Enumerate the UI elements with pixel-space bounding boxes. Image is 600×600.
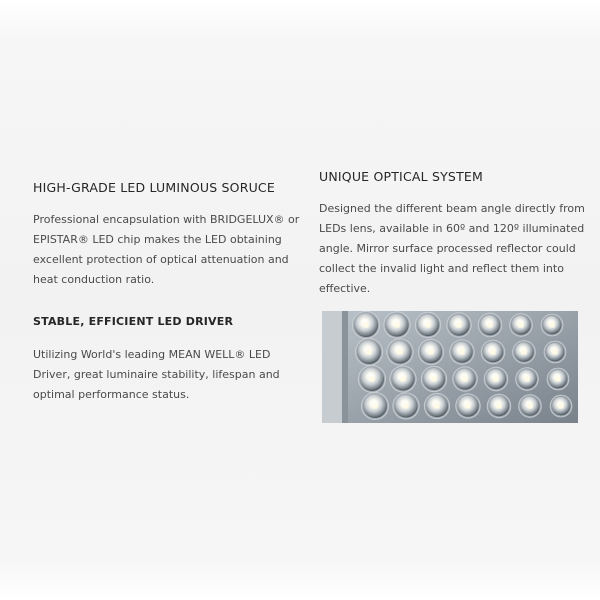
led-chip [463, 377, 468, 382]
led-chip [435, 404, 440, 409]
section-title-optical-system: UNIQUE OPTICAL SYSTEM [319, 169, 483, 184]
body-line: Utilizing World's leading MEAN WELL® LED [33, 348, 271, 361]
body-line: heat conduction ratio. [33, 273, 155, 286]
body-line: LEDs lens, available in 60º and 120º illuminated [319, 222, 585, 235]
body-line: Professional encapsulation with BRIDGELUX® or [33, 213, 300, 226]
led-chip [528, 404, 533, 409]
led-chip [494, 377, 499, 382]
led-chip [497, 404, 502, 409]
body-line: excellent protection of optical attenuation and [33, 253, 289, 266]
led-chip [519, 323, 524, 328]
body-line: Driver, great luminaire stability, lifespan and [33, 368, 280, 381]
section-body-optical-system [319, 199, 585, 299]
led-chip [553, 350, 558, 355]
led-chip [401, 377, 406, 382]
led-chip [556, 377, 561, 382]
led-chip [488, 323, 493, 328]
led-chip [522, 350, 527, 355]
led-chip [426, 323, 431, 328]
section-title-luminous-source: HIGH-GRADE LED LUMINOUS SORUCE [33, 180, 275, 195]
body-line: effective. [319, 282, 371, 295]
body-line: EPISTAR® LED chip makes the LED obtaining [33, 233, 282, 246]
section-body-led-driver [33, 345, 280, 405]
body-line: Designed the different beam angle directly from [319, 202, 585, 215]
led-chip [398, 350, 403, 355]
led-chip [364, 323, 369, 328]
led-chip [429, 350, 434, 355]
led-chip [460, 350, 465, 355]
body-line: collect the invalid light and reflect them into [319, 262, 564, 275]
section-body-luminous-source [33, 210, 299, 290]
led-chip [373, 404, 378, 409]
led-chip [367, 350, 372, 355]
led-chip [404, 404, 409, 409]
led-chip [491, 350, 496, 355]
led-chip [559, 404, 564, 409]
led-chip [395, 323, 400, 328]
body-line: angle. Mirror surface processed reflector could [319, 242, 576, 255]
led-module-illustration [322, 311, 578, 423]
led-chip [432, 377, 437, 382]
led-chip [525, 377, 530, 382]
body-line: optimal performance status. [33, 388, 190, 401]
led-chip [370, 377, 375, 382]
led-chip [550, 323, 555, 328]
led-chip [457, 323, 462, 328]
section-title-led-driver: STABLE, EFFICIENT LED DRIVER [33, 315, 234, 328]
led-chip [466, 404, 471, 409]
led-module-photo [322, 311, 578, 423]
